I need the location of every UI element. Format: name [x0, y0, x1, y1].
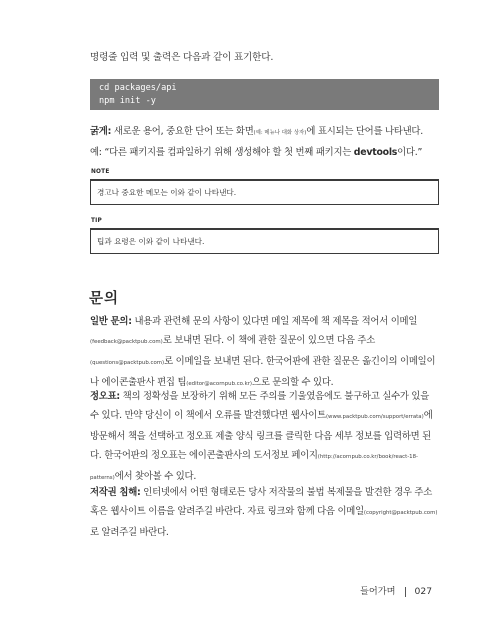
note-text: 경고나 중요한 메모는 이와 같이 나타낸다.	[97, 188, 237, 197]
bold-text: 에 표시되는 단어를 나타낸다.	[306, 126, 423, 137]
tip-label: TIP	[91, 218, 102, 224]
general-email-link[interactable]: (editor@acornpub.co.kr)	[186, 381, 253, 387]
note-label: NOTE	[91, 169, 110, 175]
footer-section-title: 들어가며	[360, 586, 396, 597]
example-text: 예: “다른 패키지를 컴파일하기 위해 생성해야 할 첫 번째 패키지는	[90, 147, 354, 158]
section-title: 문의	[89, 291, 120, 307]
tip-text: 팁과 요령은 이와 같이 나타낸다.	[97, 237, 205, 246]
general-text: 로 이메일을 보내면 된다. 한국어판에 관한 질문은 옮긴이의 이메일이나 에이콘출판사 편집 팀	[90, 356, 436, 388]
tip-box	[90, 229, 439, 254]
errata-text: 에 방문해서 책을 선택하고 정오표 제출 양식 링크를 클릭한 다음 세부 정보를 입력하면 된다. 한국어판의 정오표는 에이콘출판사의 도서정보 페이지	[90, 410, 433, 461]
note-box	[90, 180, 439, 205]
example-bold-word: devtools	[353, 147, 398, 158]
piracy-email-link[interactable]: (copyright@packtpub.com)	[363, 510, 438, 516]
piracy-text: 인터넷에서 어떤 형태로든 당사 저작물의 불법 복제물을 발견한 경우 주소 혹은 웹사이트 이름을 알려주길 바란다. 자료 링크와 함께 다음 이메일	[90, 487, 433, 517]
page-footer	[360, 583, 432, 597]
bold-text: 새로운 용어, 중요한 단어 또는 화면	[111, 126, 254, 137]
general-inquiry-paragraph	[90, 312, 440, 394]
errata-text: 에서 찾아볼 수 있다.	[114, 471, 197, 482]
code-block	[90, 79, 439, 110]
piracy-text: 로 알려주길 바란다.	[90, 527, 169, 538]
general-text: 으로 문의할 수 있다.	[252, 377, 334, 388]
example-text-end: 이다.”	[397, 147, 423, 158]
general-text: 로 보내면 된다. 이 책에 관한 질문이 있으면 다음 주소	[162, 335, 376, 346]
general-label: 일반 문의:	[90, 316, 132, 327]
code-line: npm init -y	[99, 95, 156, 106]
piracy-label: 저작권 침해:	[90, 487, 141, 498]
code-line: cd packages/api	[99, 83, 177, 93]
bold-note: (예: 메뉴나 대화 상자)	[253, 130, 307, 136]
general-email-link[interactable]: (questions@packtpub.com)	[90, 360, 165, 366]
errata-label: 정오표:	[90, 391, 120, 402]
page-number: 027	[414, 586, 433, 597]
piracy-paragraph	[90, 483, 440, 542]
general-text: 내용과 관련해 문의 사항이 있다면 메일 제목에 책 제목을 적어서 이메일	[131, 316, 418, 327]
errata-url-link[interactable]: (http://acornpub.co.kr/book/react-18-patterns)	[90, 454, 418, 481]
footer-separator	[405, 587, 406, 597]
errata-text: 책의 정확성을 보장하기 위해 모든 주의를 기울였음에도 불구하고 실수가 있을 수 있다. 만약 당신이 이 책에서 오류를 발견했다면 웹사이트	[90, 391, 430, 421]
bold-label: 굵게:	[90, 126, 112, 137]
intro-text: 명령줄 입력 및 출력은 다음과 같이 표기한다.	[90, 52, 274, 63]
bold-convention-paragraph	[90, 122, 440, 162]
errata-url-link[interactable]: (www.packtpub.com/support/errata)	[325, 414, 424, 420]
errata-paragraph	[90, 387, 440, 488]
general-email-link[interactable]: (feedback@packtpub.com)	[90, 339, 163, 345]
